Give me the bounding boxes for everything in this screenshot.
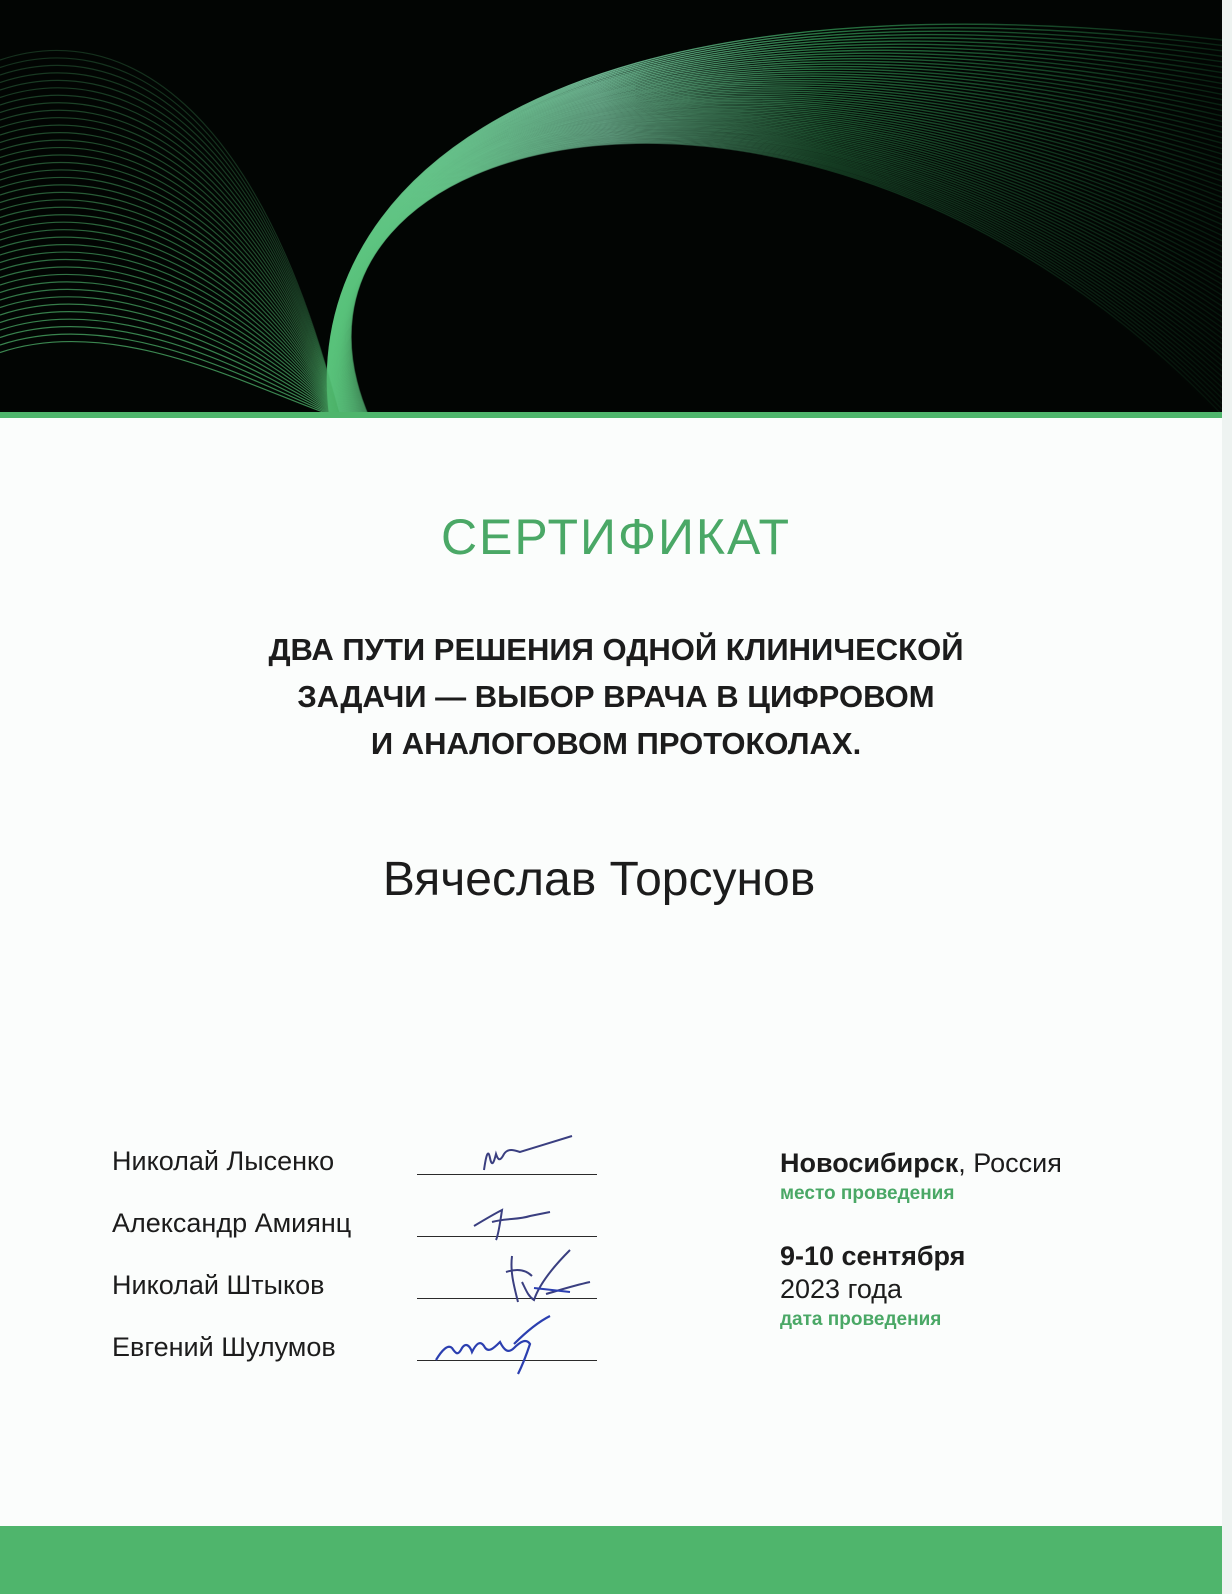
signatory-name: Александр Амиянц — [112, 1208, 352, 1238]
event-location — [780, 1148, 1200, 1179]
event-info — [780, 1148, 1200, 1331]
course-title-line: ЗАДАЧИ — ВЫБОР ВРАЧА В ЦИФРОВОМ — [297, 679, 935, 714]
event-country: , Россия — [958, 1148, 1062, 1178]
signatory-name: Николай Лысенко — [112, 1146, 335, 1176]
event-dates: 9-10 сентября — [780, 1241, 966, 1271]
signatory-name: Николай Штыков — [112, 1270, 325, 1300]
recipient-name: Вячеслав Торсунов — [382, 853, 816, 906]
signatory-name: Евгений Шулумов — [112, 1332, 336, 1362]
course-title-line: И АНАЛОГОВОМ ПРОТОКОЛАХ. — [370, 726, 862, 761]
signatory-row — [112, 1326, 612, 1388]
course-title-line: ДВА ПУТИ РЕШЕНИЯ ОДНОЙ КЛИНИЧЕСКОЙ — [268, 632, 964, 667]
signature-image — [422, 1304, 612, 1384]
green-wave-graphic — [0, 0, 1222, 418]
place-caption: место проведения — [780, 1183, 955, 1204]
header-banner — [0, 0, 1222, 418]
page-edge — [1222, 0, 1232, 1594]
date-caption: дата проведения — [780, 1309, 942, 1330]
footer-bar — [0, 1526, 1222, 1594]
certificate-title: СЕРТИФИКАТ — [440, 509, 792, 565]
signatories-block — [112, 1140, 612, 1388]
banner-divider — [0, 412, 1222, 418]
course-title — [0, 626, 1232, 767]
event-year: 2023 года — [780, 1274, 903, 1304]
event-city: Новосибирск — [780, 1148, 959, 1178]
